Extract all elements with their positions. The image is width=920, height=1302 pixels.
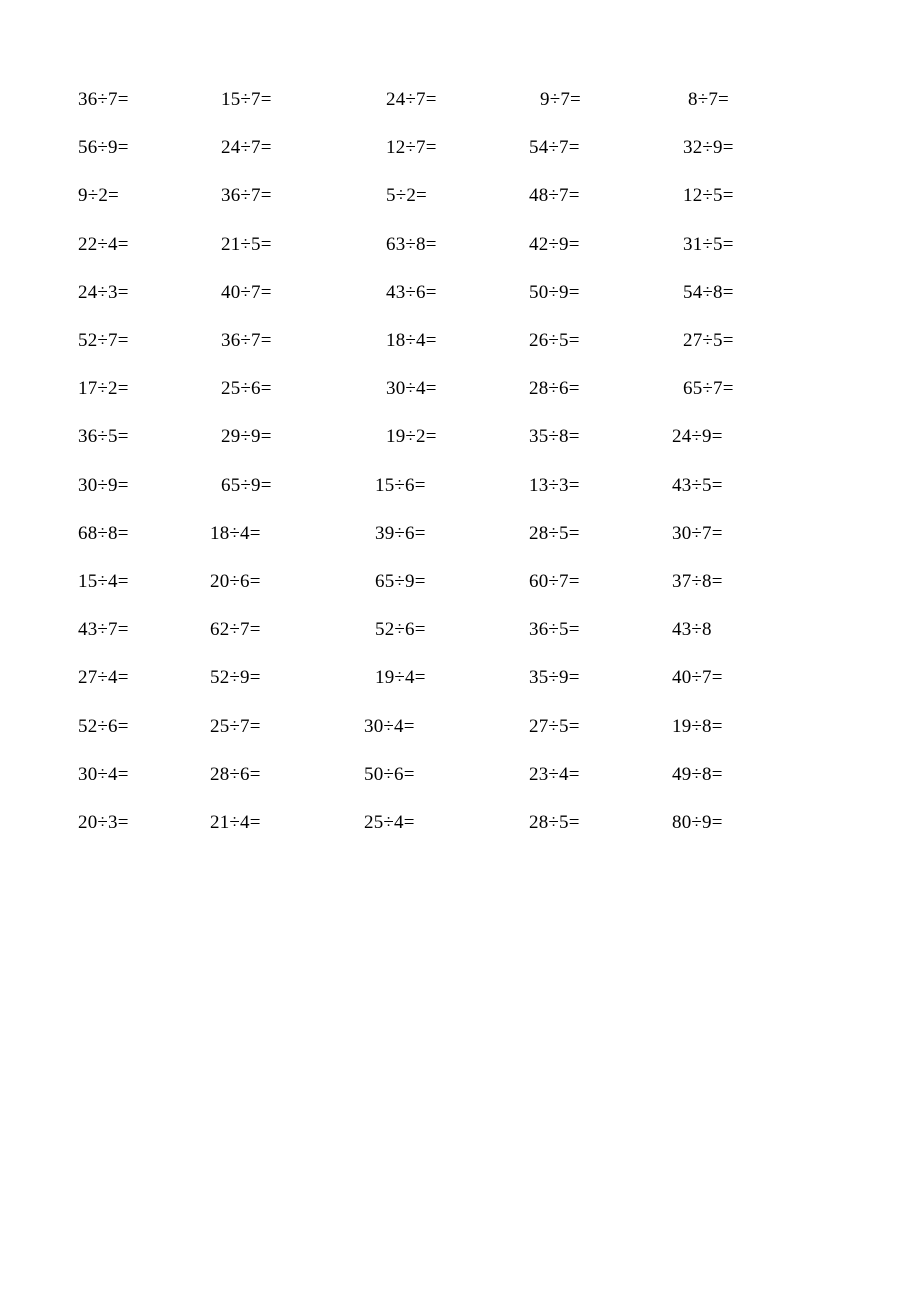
division-problem: 30÷4= [78, 763, 129, 785]
division-problem: 19÷2= [386, 426, 437, 448]
division-problem: 50÷6= [364, 763, 415, 785]
division-problem: 52÷7= [78, 330, 129, 351]
problem-row [0, 523, 920, 553]
division-problem: 36÷5= [78, 426, 129, 448]
division-problem: 52÷6= [375, 619, 426, 641]
problem-row [0, 282, 920, 312]
division-problem: 15÷4= [78, 571, 129, 592]
problem-row [0, 89, 920, 119]
division-problem: 52÷9= [210, 667, 261, 689]
division-problem: 39÷6= [375, 522, 426, 544]
division-problem: 12÷5= [683, 185, 734, 207]
division-problem: 54÷8= [683, 281, 734, 303]
problem-row [0, 475, 920, 505]
division-problem: 28÷5= [529, 522, 580, 544]
division-problem: 43÷6= [386, 281, 437, 303]
division-problem: 20÷6= [210, 571, 261, 592]
problem-row [0, 667, 920, 697]
division-problem: 60÷7= [529, 571, 580, 592]
problem-row [0, 330, 920, 360]
division-problem: 21÷4= [210, 812, 261, 833]
division-problem: 27÷5= [529, 715, 580, 737]
division-problem: 28÷6= [210, 763, 261, 785]
division-problem: 36÷5= [529, 619, 580, 641]
division-problem: 37÷8= [672, 571, 723, 592]
division-problem: 26÷5= [529, 330, 580, 351]
division-problem: 18÷4= [210, 522, 261, 544]
division-problem: 25÷6= [221, 378, 272, 400]
division-problem: 30÷4= [364, 715, 415, 737]
division-problem: 18÷4= [386, 330, 437, 351]
division-problem: 8÷7= [688, 89, 729, 110]
division-problem: 50÷9= [529, 281, 580, 303]
division-problem: 9÷7= [540, 89, 581, 110]
problem-row [0, 812, 920, 842]
division-problem: 27÷5= [683, 330, 734, 351]
division-problem: 43÷8 [672, 619, 712, 641]
division-problem: 43÷5= [672, 474, 723, 496]
division-problem: 65÷9= [375, 571, 426, 592]
division-problem: 13÷3= [529, 474, 580, 496]
division-problem: 40÷7= [672, 667, 723, 689]
division-problem: 36÷7= [78, 89, 129, 110]
division-problem: 24÷7= [221, 137, 272, 159]
division-problem: 19÷8= [672, 715, 723, 737]
problem-row [0, 378, 920, 408]
problem-row [0, 137, 920, 167]
division-problem: 22÷4= [78, 233, 129, 255]
problem-row [0, 185, 920, 215]
problem-row [0, 234, 920, 264]
division-problem: 54÷7= [529, 137, 580, 159]
problem-row [0, 716, 920, 746]
division-problem: 36÷7= [221, 185, 272, 207]
division-problem: 43÷7= [78, 619, 129, 641]
problem-row [0, 619, 920, 649]
division-problem: 80÷9= [672, 812, 723, 833]
division-problem: 5÷2= [386, 185, 427, 207]
division-problem: 65÷9= [221, 474, 272, 496]
division-problem: 56÷9= [78, 137, 129, 159]
division-problem: 35÷8= [529, 426, 580, 448]
division-problem: 20÷3= [78, 812, 129, 833]
division-problem: 30÷9= [78, 474, 129, 496]
division-problem: 42÷9= [529, 233, 580, 255]
division-problem: 27÷4= [78, 667, 129, 689]
division-problem: 24÷3= [78, 281, 129, 303]
division-problem: 49÷8= [672, 763, 723, 785]
problem-row [0, 571, 920, 601]
division-problem: 28÷5= [529, 812, 580, 833]
division-problem: 30÷7= [672, 522, 723, 544]
division-problem: 40÷7= [221, 281, 272, 303]
division-problem: 62÷7= [210, 619, 261, 641]
division-problem: 19÷4= [375, 667, 426, 689]
division-problem: 28÷6= [529, 378, 580, 400]
division-problem: 21÷5= [221, 233, 272, 255]
division-problem: 48÷7= [529, 185, 580, 207]
division-problem: 24÷9= [672, 426, 723, 448]
division-problem: 24÷7= [386, 89, 437, 110]
division-problem: 23÷4= [529, 763, 580, 785]
division-problem: 36÷7= [221, 330, 272, 351]
division-problem: 25÷4= [364, 812, 415, 833]
division-problem: 15÷7= [221, 89, 272, 110]
division-problem: 68÷8= [78, 522, 129, 544]
division-problem: 52÷6= [78, 715, 129, 737]
division-problem: 65÷7= [683, 378, 734, 400]
division-problem: 35÷9= [529, 667, 580, 689]
division-problem: 63÷8= [386, 233, 437, 255]
division-problem: 31÷5= [683, 233, 734, 255]
division-problem: 30÷4= [386, 378, 437, 400]
division-problem: 15÷6= [375, 474, 426, 496]
division-problem: 32÷9= [683, 137, 734, 159]
division-problem: 17÷2= [78, 378, 129, 400]
problem-row [0, 426, 920, 456]
division-problem: 12÷7= [386, 137, 437, 159]
division-problem: 25÷7= [210, 715, 261, 737]
division-problem: 29÷9= [221, 426, 272, 448]
division-problem: 9÷2= [78, 185, 119, 207]
problem-row [0, 764, 920, 794]
